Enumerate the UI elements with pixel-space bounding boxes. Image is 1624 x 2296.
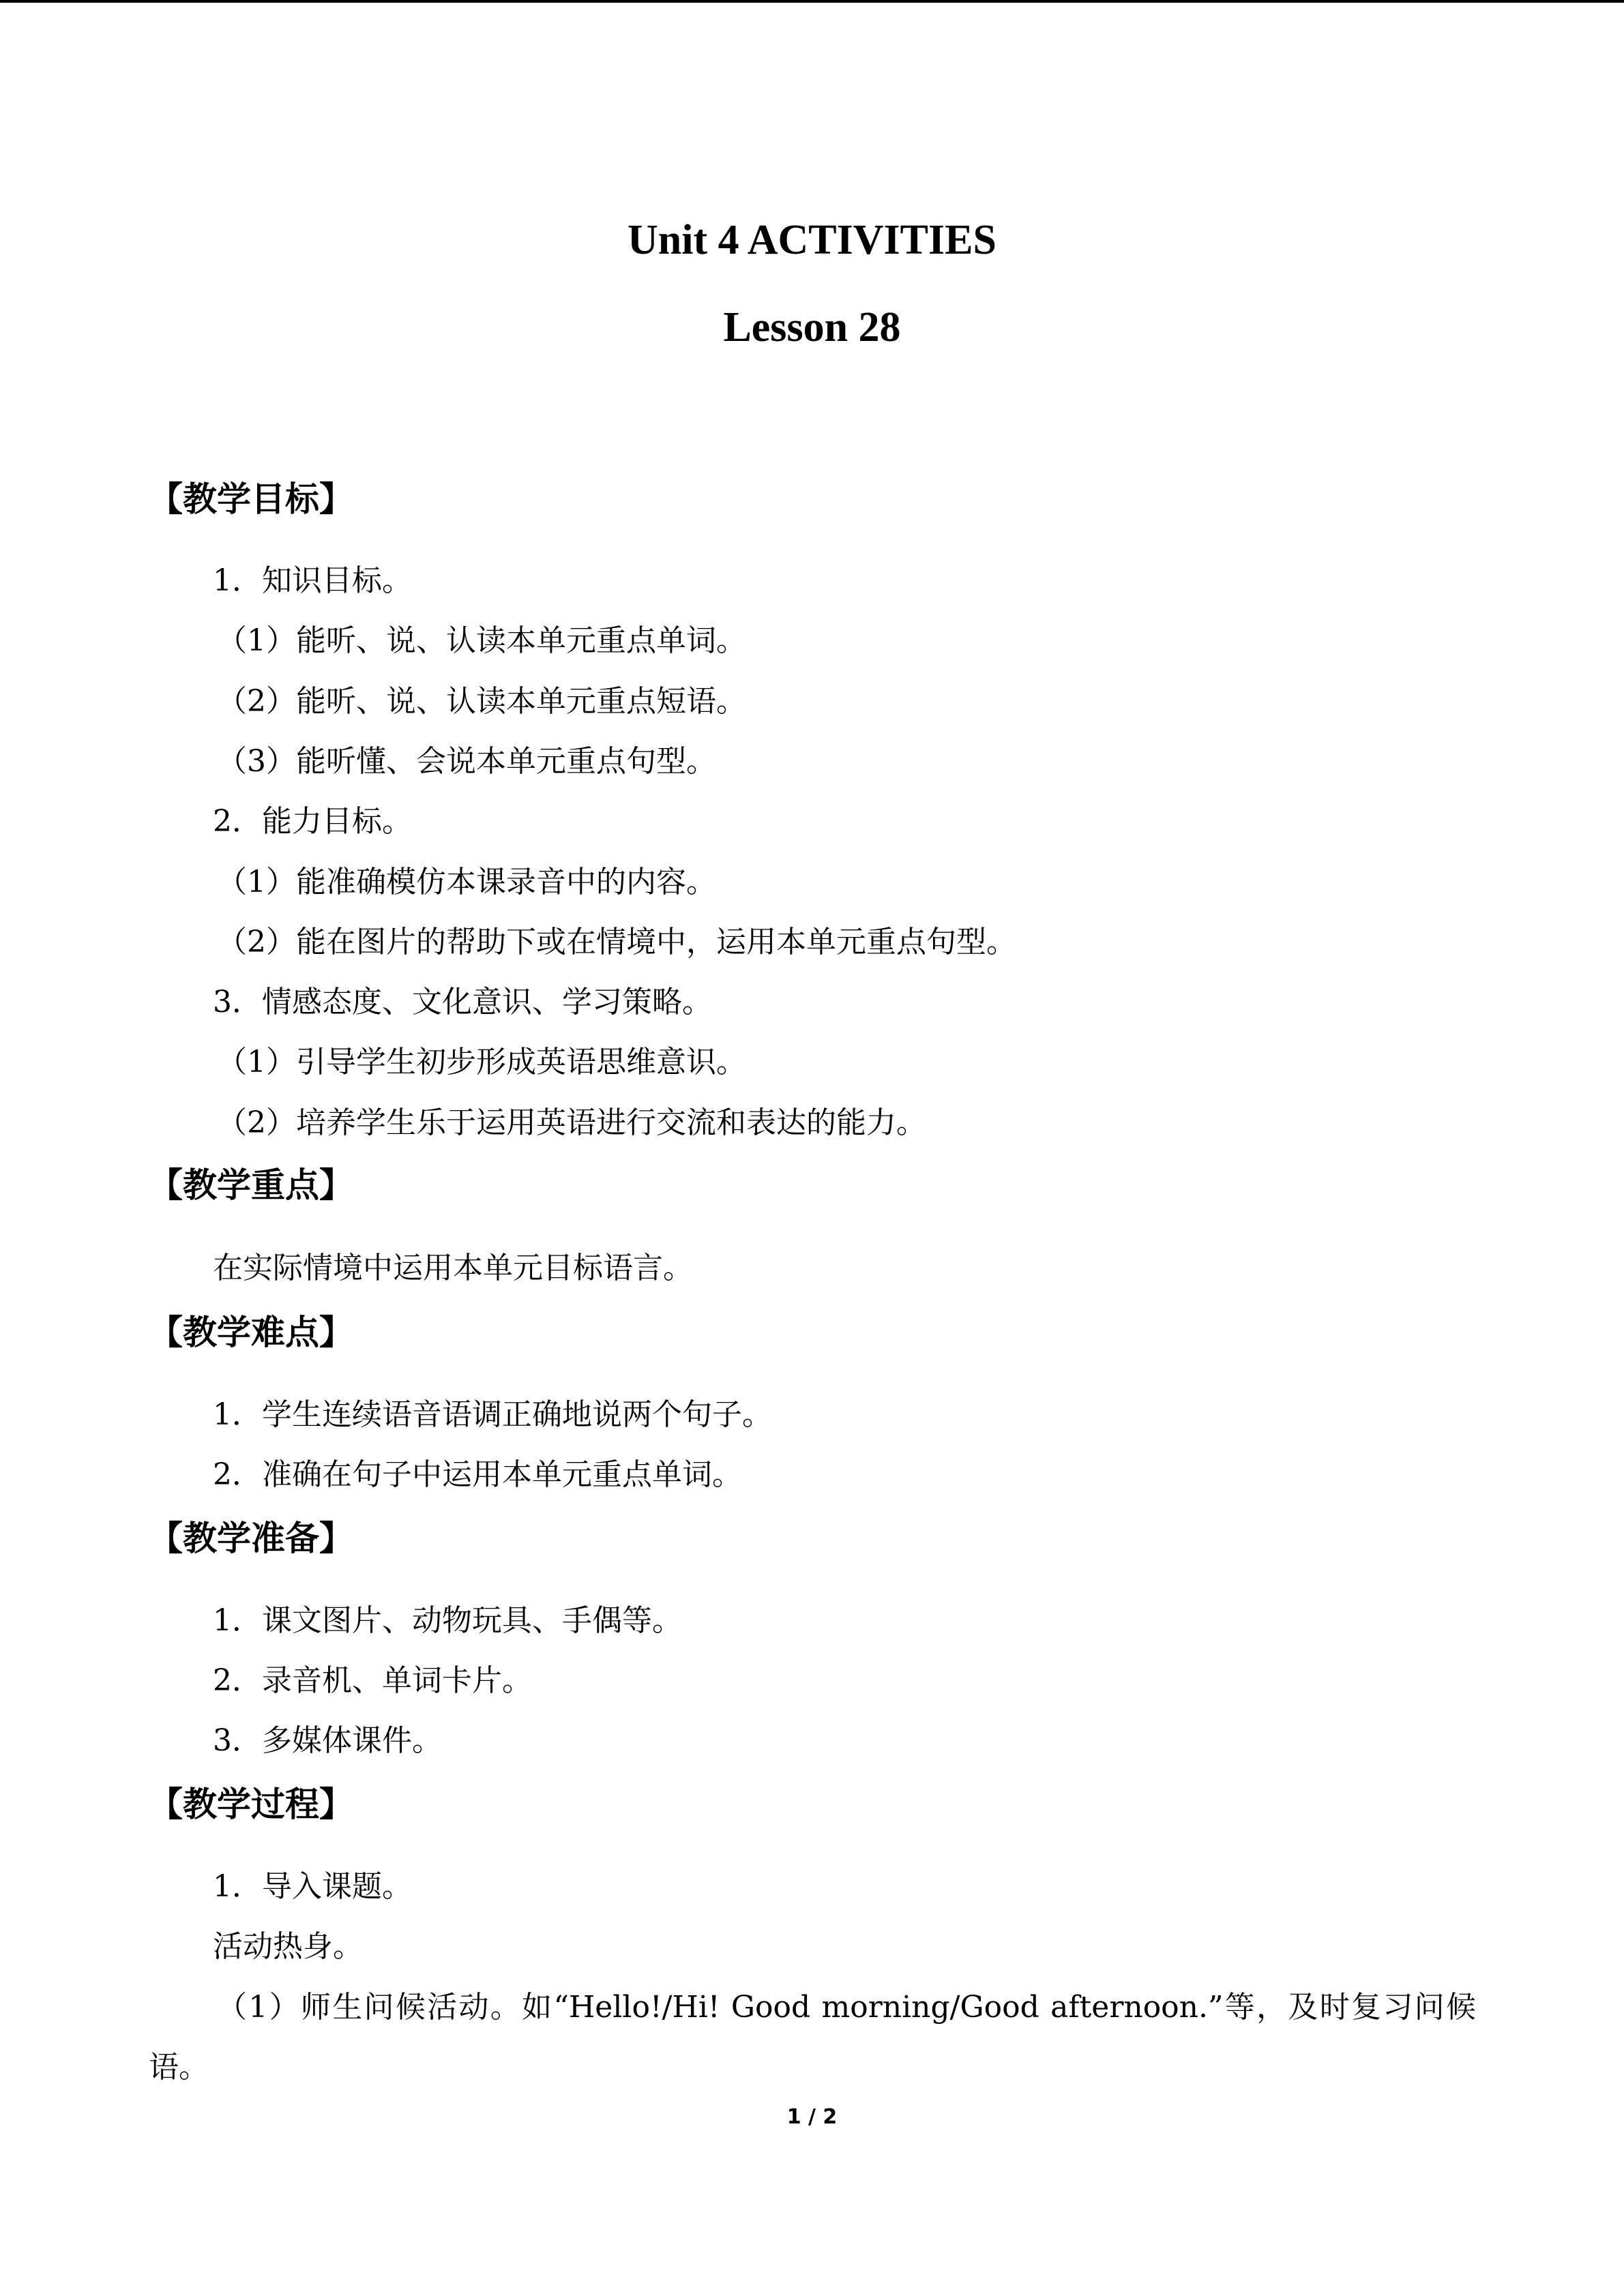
preparation-line: 1．课文图片、动物玩具、手偶等。 <box>213 1603 682 1638</box>
objectives-line: （1）引导学生初步形成英语思维意识。 <box>217 1045 746 1079</box>
document-title: Unit 4 ACTIVITIES <box>628 217 996 263</box>
objectives-line: （1）能听、说、认读本单元重点单词。 <box>217 623 746 658</box>
process-line: 1．导入课题。 <box>213 1869 412 1904</box>
objectives-line: 2．能力目标。 <box>213 804 412 839</box>
objectives-line: （2）培养学生乐于运用英语进行交流和表达的能力。 <box>217 1105 926 1140</box>
preparation-line: 3．多媒体课件。 <box>213 1723 442 1758</box>
objectives-line: （1）能准确模仿本课录音中的内容。 <box>217 865 716 899</box>
process-line-continuation: 语。 <box>149 2050 209 2085</box>
section-heading-difficulties: 【教学难点】 <box>149 1313 353 1352</box>
section-heading-preparation: 【教学准备】 <box>149 1519 353 1558</box>
section-heading-key-points: 【教学重点】 <box>149 1165 353 1205</box>
objectives-line: 1．知识目标。 <box>213 563 412 598</box>
objectives-line: （3）能听懂、会说本单元重点句型。 <box>217 744 716 779</box>
key-points-line: 在实际情境中运用本单元目标语言。 <box>213 1251 693 1285</box>
document-subtitle: Lesson 28 <box>723 304 901 351</box>
page-top-border <box>0 0 1624 3</box>
page-number: 1 / 2 <box>786 2105 838 2129</box>
objectives-line: （2）能在图片的帮助下或在情境中，运用本单元重点句型。 <box>217 925 1016 959</box>
process-line: 活动热身。 <box>213 1929 363 1964</box>
section-heading-objectives: 【教学目标】 <box>149 479 353 519</box>
preparation-line: 2．录音机、单词卡片。 <box>213 1663 532 1698</box>
difficulties-line: 1．学生连续语音语调正确地说两个句子。 <box>213 1397 772 1432</box>
section-heading-process: 【教学过程】 <box>149 1785 353 1824</box>
objectives-line: （2）能听、说、认读本单元重点短语。 <box>217 684 746 719</box>
process-line: （1）师生问候活动。如“Hello!/Hi! Good morning/Good afternoon.”等，及时复习问候 <box>217 1990 1476 2025</box>
objectives-line: 3．情感态度、文化意识、学习策略。 <box>213 985 712 1019</box>
difficulties-line: 2．准确在句子中运用本单元重点单词。 <box>213 1457 742 1492</box>
